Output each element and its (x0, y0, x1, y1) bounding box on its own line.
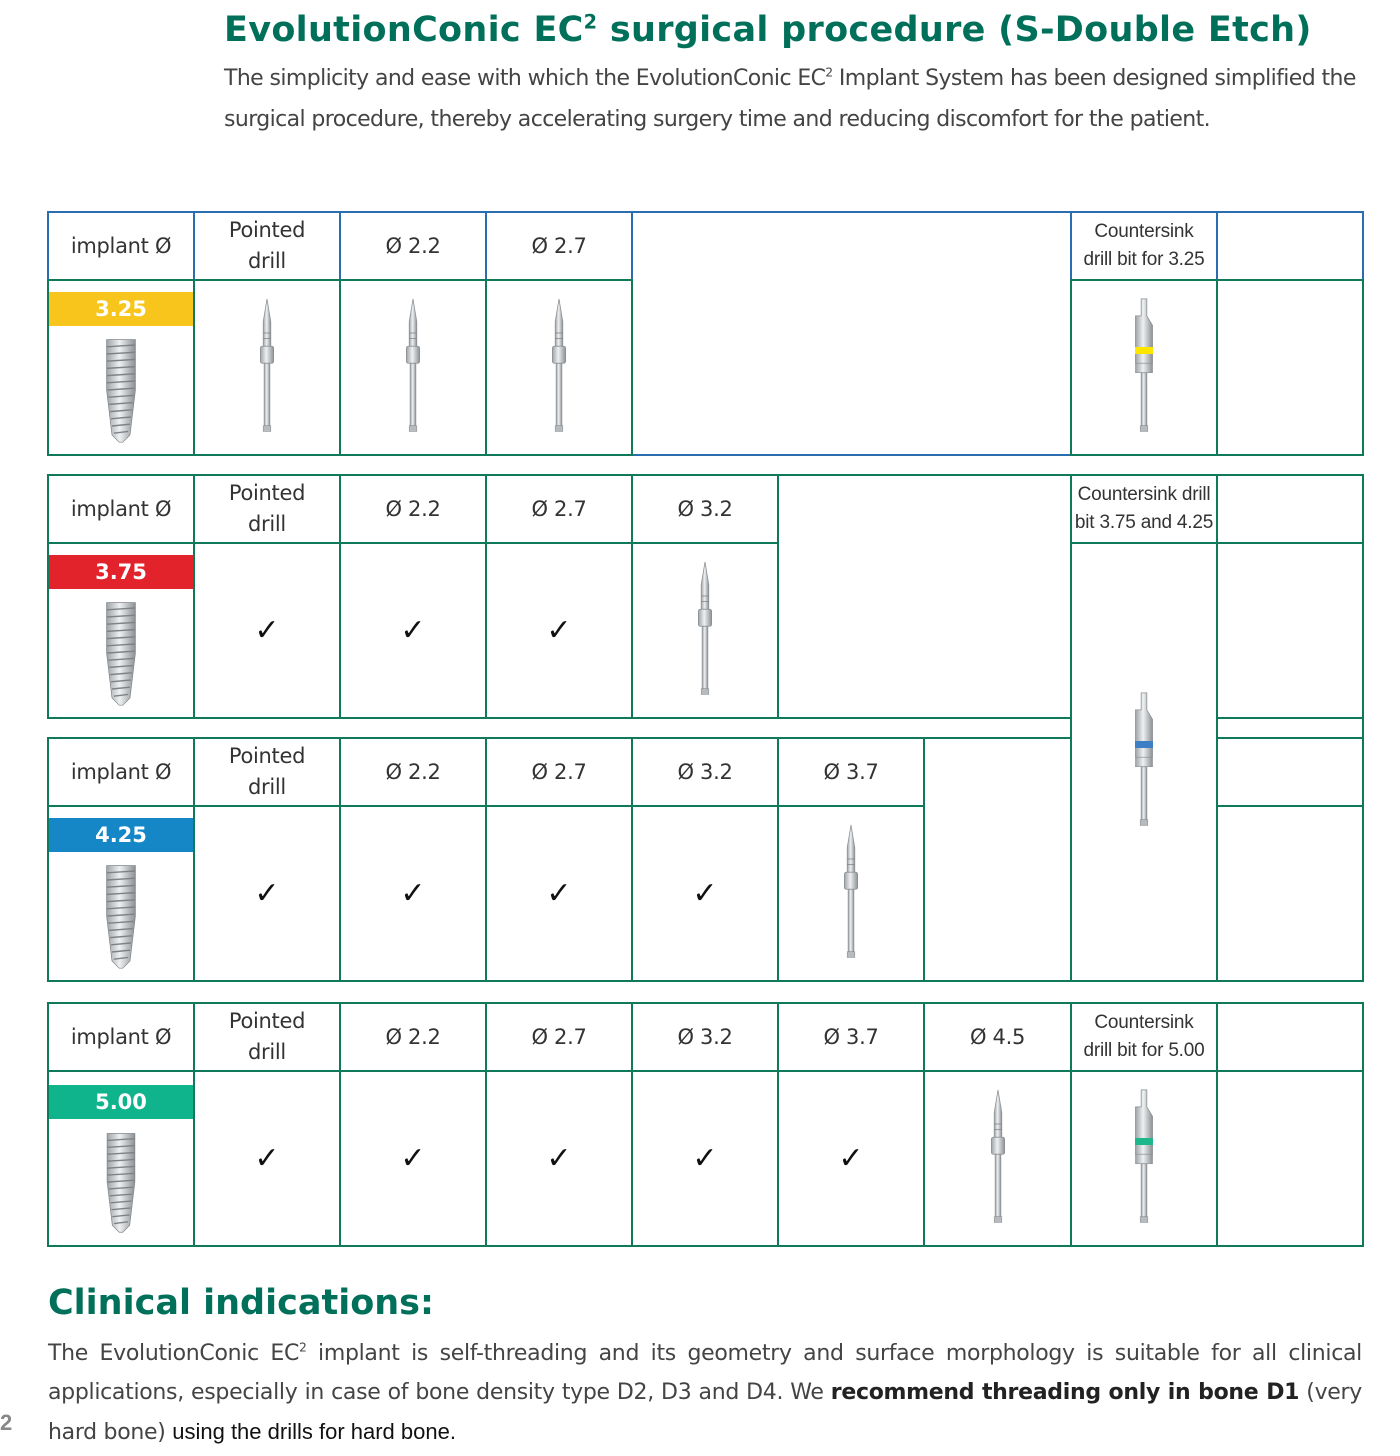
check-drill-3-7: ✓ (777, 1070, 925, 1247)
separator (47, 717, 1072, 739)
countersink-cell (1070, 1070, 1218, 1247)
countersink-drill-icon (1129, 691, 1159, 833)
check-drill-2-7: ✓ (485, 542, 633, 719)
header-countersink-3-75-4-25: Countersink drill bit 3.75 and 4.25 (1070, 474, 1218, 544)
page-title: EvolutionConic $EC^2$ surgical procedure (S-Double Etch) (224, 10, 1312, 50)
check-drill-2-7: ✓ (485, 1070, 633, 1247)
drill-3-2-icon (690, 560, 720, 702)
drill-2-7-icon (544, 297, 574, 439)
header-implant-diameter: implant Ø (47, 474, 195, 544)
implant-cell (47, 542, 195, 719)
drill-2-2-cell (339, 279, 487, 456)
empty-header (1216, 211, 1364, 281)
implant-icon (103, 861, 139, 971)
implant-icon (103, 1130, 139, 1234)
drill-3-7-icon (836, 823, 866, 965)
header-pointed-drill: Pointed drill (193, 474, 341, 544)
drill-3-7-cell (777, 805, 925, 982)
separator (1216, 717, 1364, 739)
header-drill-2-2: Ø 2.2 (339, 474, 487, 544)
empty-area (777, 474, 1072, 719)
header-countersink-5-00: Countersink drill bit for 5.00 (1070, 1002, 1218, 1072)
empty-header (1216, 474, 1364, 544)
pointed-drill-cell (193, 279, 341, 456)
implant-size-badge: 3.25 (49, 292, 193, 326)
implant-size-badge: 3.75 (49, 555, 193, 589)
intro-paragraph: The simplicity and ease with which the EvolutionConic $EC^2$ Implant System has been designed simplified the surgical procedure, thereby accelerating surgery time and reducing discomfort for the patient. (224, 65, 1356, 132)
header-countersink-3-25: Countersink drill bit for 3.25 (1070, 211, 1218, 281)
drill-4-5-cell (923, 1070, 1072, 1247)
header-drill-2-2: Ø 2.2 (339, 737, 487, 807)
check-pointed-drill: ✓ (193, 805, 341, 982)
header-implant-diameter: implant Ø (47, 737, 195, 807)
check-pointed-drill: ✓ (193, 1070, 341, 1247)
empty-header (1216, 737, 1364, 807)
countersink-cell (1070, 542, 1218, 982)
empty-area (923, 737, 1072, 982)
implant-size-badge: 4.25 (49, 818, 193, 852)
check-drill-2-7: ✓ (485, 805, 633, 982)
check-drill-2-2: ✓ (339, 805, 487, 982)
empty-cell (1216, 1070, 1364, 1247)
header-drill-2-7: Ø 2.7 (485, 1002, 633, 1072)
check-drill-2-2: ✓ (339, 1070, 487, 1247)
implant-cell (47, 805, 195, 982)
implant-cell (47, 279, 195, 456)
implant-cell (47, 1070, 195, 1247)
page-number: 2 (0, 1410, 13, 1435)
drill-4-5-icon (983, 1088, 1013, 1230)
clinical-indications-title: Clinical indications: (48, 1283, 434, 1323)
header-drill-3-7: Ø 3.7 (777, 1002, 925, 1072)
empty-area (631, 211, 1072, 456)
empty-cell (1216, 805, 1364, 982)
header-drill-2-2: Ø 2.2 (339, 211, 487, 281)
drill-2-2-icon (398, 297, 428, 439)
pointed-drill-icon (252, 297, 282, 439)
header-implant-diameter: implant Ø (47, 1002, 195, 1072)
header-drill-3-2: Ø 3.2 (631, 1002, 779, 1072)
check-drill-3-2: ✓ (631, 1070, 779, 1247)
implant-icon (103, 598, 139, 708)
header-drill-2-7: Ø 2.7 (485, 211, 633, 281)
header-implant-diameter: implant Ø (47, 211, 195, 281)
check-pointed-drill: ✓ (193, 542, 341, 719)
check-drill-2-2: ✓ (339, 542, 487, 719)
drill-3-2-cell (631, 542, 779, 719)
empty-cell (1216, 279, 1364, 456)
header-drill-3-7: Ø 3.7 (777, 737, 925, 807)
countersink-drill-icon (1129, 297, 1159, 439)
clinical-indications-text: The EvolutionConic $EC^2$ implant is self-threading and its geometry and surface morphology is suitable for all clinical applications, especially in case of bone density type D2, D3 and D4. We recommend threading only in bone D1 (very hard bone) using the drills for hard bone. (48, 1340, 1362, 1445)
header-pointed-drill: Pointed drill (193, 1002, 341, 1072)
header-drill-2-7: Ø 2.7 (485, 474, 633, 544)
header-drill-2-2: Ø 2.2 (339, 1002, 487, 1072)
empty-header (1216, 1002, 1364, 1072)
header-pointed-drill: Pointed drill (193, 737, 341, 807)
header-pointed-drill: Pointed drill (193, 211, 341, 281)
implant-icon (103, 335, 139, 445)
countersink-cell (1070, 279, 1218, 456)
header-drill-3-2: Ø 3.2 (631, 737, 779, 807)
header-drill-4-5: Ø 4.5 (923, 1002, 1072, 1072)
empty-cell (1216, 542, 1364, 719)
header-drill-2-7: Ø 2.7 (485, 737, 633, 807)
header-drill-3-2: Ø 3.2 (631, 474, 779, 544)
implant-size-badge: 5.00 (49, 1085, 193, 1119)
countersink-drill-icon (1129, 1088, 1159, 1230)
drill-2-7-cell (485, 279, 633, 456)
check-drill-3-2: ✓ (631, 805, 779, 982)
